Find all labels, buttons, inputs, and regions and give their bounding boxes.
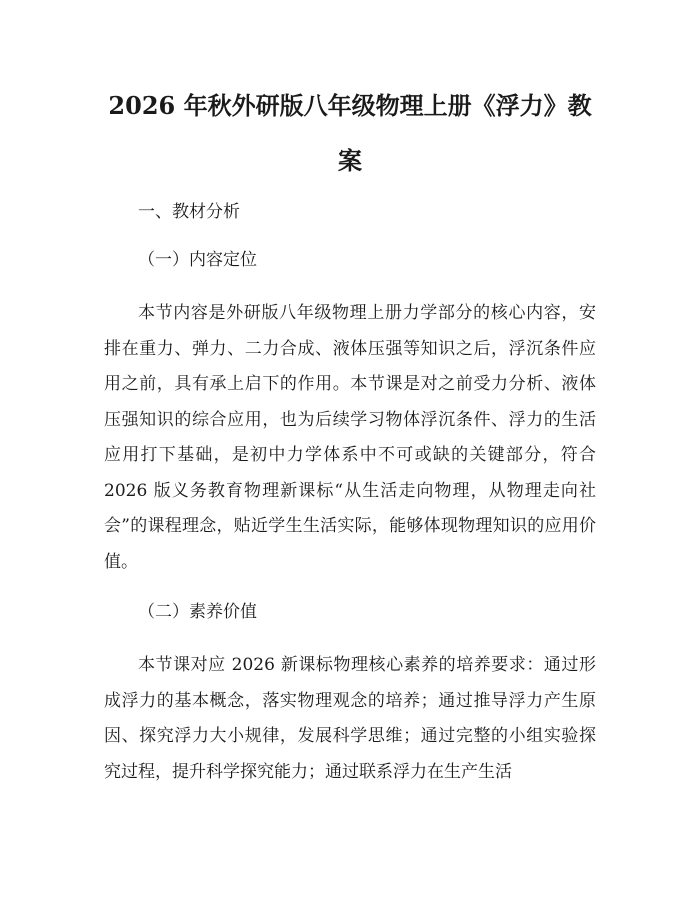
subsection-heading-literacy-value: （二）素养价值 bbox=[138, 602, 257, 622]
section-heading-textbook-analysis: 一、教材分析 bbox=[138, 202, 240, 222]
paragraph-content-positioning: 本节内容是外研版八年级物理上册力学部分的核心内容，安排在重力、弹力、二力合成、液体压强等知识之后，浮沉条件应用之前，具有承上启下的作用。本节课是对之前受力分析、液体压强知识的综合应用，也为后续学习物体浮沉条件、浮力的生活应用打下基础，是初中力学体系中不可或缺的关键部分，符合 2026 版义务教育物理新课标“从生活走向物理，从物理走向社会”的课程理念，贴近学生生活实际，能够体现物理知识的应用价值。 bbox=[104, 303, 596, 572]
paragraph-literacy-value: 本节课对应 2026 新课标物理核心素养的培养要求：通过形成浮力的基本概念，落实物理观念的培养；通过推导浮力产生原因、探究浮力大小规律，发展科学思维；通过完整的小组实验探究过程，提升科学探究能力；通过联系浮力在生产生活 bbox=[104, 655, 596, 782]
subsection-heading-content-positioning: （一）内容定位 bbox=[138, 250, 257, 270]
document-title: 2026 年秋外研版八年级物理上册《浮力》教案 bbox=[108, 91, 592, 175]
